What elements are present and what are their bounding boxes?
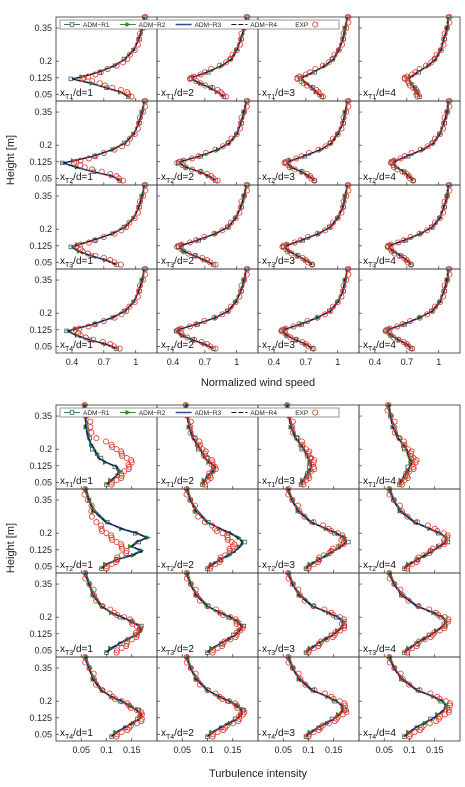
ytick-label: 0.2: [39, 444, 52, 455]
series-adm-r2: [188, 657, 241, 737]
panel-r1-c4: [359, 14, 460, 101]
panel-label: $x_{T1}/d=1$: [60, 88, 93, 101]
panel-frame: [258, 573, 359, 657]
xtick-label: 0.7: [299, 357, 313, 367]
series-adm-r1: [83, 489, 147, 569]
ytick-label: 0.125: [29, 240, 52, 251]
y-axis-label: Height [m]: [5, 522, 17, 574]
xtick-label: 0.7: [400, 357, 414, 367]
point-exp: [412, 730, 417, 735]
legend-label: ADM−R3: [194, 21, 222, 29]
legend-label: ADM−R4: [250, 21, 277, 29]
series-adm-r4: [86, 489, 146, 569]
x-axis-label: Normalized wind speed: [200, 377, 316, 389]
series-adm-r4: [285, 185, 347, 265]
series-adm-r4: [390, 657, 445, 737]
xtick-label: 0.05: [72, 745, 91, 755]
panel-r4-c2: [157, 654, 258, 741]
ytick-label: 0.2: [39, 56, 52, 67]
panel-frame: [157, 573, 258, 657]
ytick-label: 0.2: [39, 140, 52, 151]
panel-frame: [157, 657, 258, 741]
series-adm-r3: [409, 17, 448, 97]
panel-label: $x_{T2}/d=2$: [161, 560, 194, 573]
x-axis-label: Turbulence intensity: [208, 768, 308, 780]
point-exp: [401, 439, 406, 444]
xtick-label: 0.4: [368, 357, 382, 367]
series-adm-r3: [187, 657, 242, 737]
panel-r2-c4: [359, 98, 460, 185]
series-adm-r1: [185, 573, 244, 653]
series-adm-r1: [281, 269, 347, 349]
series-adm-r1: [386, 269, 449, 349]
legend: [60, 20, 339, 29]
panel-label: $x_{T2}/d=4$: [363, 172, 396, 185]
ytick-label: 0.05: [34, 341, 52, 352]
panel-label: $x_{T3}/d=3$: [262, 644, 295, 657]
panel-label: $x_{T3}/d=2$: [161, 256, 194, 269]
ytick-label: 0.35: [34, 411, 52, 422]
series-adm-r2: [188, 573, 241, 653]
panel-r2-c2: [157, 98, 258, 185]
xtick-label: 0.15: [425, 745, 444, 755]
xtick-label: 1: [436, 357, 442, 367]
series-adm-r4: [180, 185, 246, 265]
ytick-label: 0.2: [39, 612, 52, 623]
point-exp: [89, 430, 94, 435]
panel-r2-c1: [56, 98, 157, 185]
series-adm-r4: [389, 185, 448, 265]
panel-r3-c2: [157, 570, 258, 657]
ytick-label: 0.35: [34, 275, 52, 286]
ytick-label: 0.05: [34, 173, 52, 184]
xtick-label: 1: [335, 357, 341, 367]
ytick-label: 0.35: [34, 191, 52, 202]
panel-frame: [56, 405, 157, 489]
panel-label: $x_{T4}/d=3$: [262, 340, 295, 353]
xtick-label: 0.7: [97, 357, 111, 367]
series-adm-r3: [389, 657, 446, 737]
panel-frame: [56, 657, 157, 741]
panel-label: $x_{T1}/d=3$: [262, 476, 295, 489]
xtick-label: 0.05: [173, 745, 192, 755]
panel-r4-c4: [359, 266, 460, 353]
xtick-label: 0.4: [267, 357, 281, 367]
point-exp: [299, 439, 304, 444]
series-adm-r2: [389, 185, 449, 265]
series-adm-r2: [289, 489, 345, 569]
panel-label: $x_{T1}/d=2$: [161, 88, 194, 101]
point-exp: [103, 439, 108, 444]
panel-frame: [157, 489, 258, 573]
xtick-label: 0.05: [375, 745, 394, 755]
ytick-label: 0.2: [39, 224, 52, 235]
xtick-label: 0.15: [324, 745, 343, 755]
series-adm-r1: [62, 101, 144, 181]
panel-r4-c2: [157, 266, 258, 353]
panel-label: $x_{T1}/d=1$: [60, 476, 93, 489]
panel-r4-c4: [359, 654, 460, 741]
turbulence-figure: [5, 402, 460, 780]
series-adm-r2: [290, 573, 344, 653]
panel-r3-c4: [359, 182, 460, 269]
panel-frame: [258, 489, 359, 573]
panel-label: $x_{T2}/d=4$: [363, 560, 396, 573]
ytick-label: 0.05: [34, 561, 52, 572]
ytick-label: 0.05: [34, 645, 52, 656]
panel-label: $x_{T3}/d=1$: [60, 644, 93, 657]
point-exp: [94, 520, 99, 525]
point-exp: [118, 262, 123, 267]
ytick-label: 0.2: [39, 308, 52, 319]
xtick-label: 0.15: [223, 745, 242, 755]
point-exp: [196, 514, 201, 519]
ytick-label: 0.125: [29, 156, 52, 167]
series-adm-r4: [287, 101, 347, 181]
legend: [60, 408, 339, 417]
panel-r3-c1: [56, 570, 157, 657]
panel-label: $x_{T3}/d=4$: [363, 644, 396, 657]
series-adm-r4: [73, 185, 145, 265]
xtick-label: 0.1: [403, 745, 416, 755]
panel-r4-c1: [56, 266, 157, 353]
point-exp: [94, 436, 99, 441]
panel-label: $x_{T4}/d=3$: [262, 728, 295, 741]
xtick-label: 0.1: [100, 745, 113, 755]
legend-label: EXP: [295, 409, 309, 417]
series-adm-r4: [394, 101, 449, 181]
xtick-label: 0.4: [166, 357, 180, 367]
ytick-label: 0.2: [39, 528, 52, 539]
wind-speed-figure: [5, 14, 460, 389]
panel-label: $x_{T1}/d=4$: [363, 88, 396, 101]
ytick-label: 0.35: [34, 23, 52, 34]
panel-r3-c4: [359, 570, 460, 657]
ytick-label: 0.2: [39, 696, 52, 707]
xtick-label: 1: [234, 357, 240, 367]
xtick-label: 0.7: [198, 357, 212, 367]
series-adm-r4: [68, 269, 144, 349]
legend-label: ADM−R2: [138, 21, 166, 29]
ytick-label: 0.125: [29, 324, 52, 335]
panel-r2-c3: [258, 98, 359, 185]
series-adm-r3: [177, 269, 246, 349]
series-adm-r3: [187, 573, 242, 653]
panel-label: $x_{T3}/d=2$: [161, 644, 194, 657]
series-adm-r4: [178, 269, 246, 349]
panel-r3-c3: [258, 182, 359, 269]
y-axis-label: Height [m]: [5, 134, 17, 186]
point-exp: [89, 514, 94, 519]
series-adm-r4: [410, 17, 449, 97]
series-adm-r2: [409, 17, 449, 97]
legend-label: ADM−R1: [83, 21, 110, 29]
point-exp: [197, 439, 202, 444]
panel-label: $x_{T2}/d=1$: [60, 172, 93, 185]
panel-label: $x_{T3}/d=3$: [262, 256, 295, 269]
ytick-label: 0.05: [34, 729, 52, 740]
series-adm-r1: [286, 489, 348, 569]
panel-r2-c4: [359, 486, 460, 573]
legend-marker-r1: [70, 23, 74, 27]
panel-label: $x_{T4}/d=1$: [60, 340, 93, 353]
panel-frame: [258, 657, 359, 741]
panel-r3-c1: [56, 182, 157, 269]
ytick-label: 0.125: [29, 544, 52, 555]
ytick-label: 0.35: [34, 579, 52, 590]
panel-label: $x_{T4}/d=4$: [363, 340, 396, 353]
ytick-label: 0.05: [34, 257, 52, 268]
ytick-label: 0.125: [29, 460, 52, 471]
series-adm-r2: [393, 101, 449, 181]
series-adm-r1: [392, 101, 449, 181]
legend-label: ADM−R1: [83, 409, 110, 417]
panel-label: $x_{T3}/d=1$: [60, 256, 93, 269]
series-adm-r4: [188, 489, 242, 569]
series-adm-r2: [179, 185, 247, 265]
legend-label: EXP: [295, 21, 309, 29]
legend-marker-r1: [70, 411, 74, 415]
point-exp: [88, 419, 93, 424]
point-exp: [98, 523, 103, 528]
series-adm-r3: [393, 101, 448, 181]
legend-label: ADM−R2: [138, 409, 166, 417]
xtick-label: 0.05: [274, 745, 293, 755]
panel-frame: [56, 573, 157, 657]
panel-r3-c3: [258, 570, 359, 657]
legend-label: ADM−R3: [194, 409, 222, 417]
panel-label: $x_{T2}/d=3$: [262, 560, 295, 573]
ytick-label: 0.35: [34, 663, 52, 674]
panel-r2-c2: [157, 486, 258, 573]
panel-label: $x_{T4}/d=2$: [161, 728, 194, 741]
panel-label: $x_{T2}/d=2$: [161, 172, 194, 185]
panel-r4-c3: [258, 266, 359, 353]
panel-r3-c2: [157, 182, 258, 269]
xtick-label: 0.1: [201, 745, 214, 755]
panel-label: $x_{T1}/d=3$: [262, 88, 295, 101]
panel-label: $x_{T1}/d=2$: [161, 476, 194, 489]
panel-label: $x_{T3}/d=4$: [363, 256, 396, 269]
panel-label: $x_{T4}/d=4$: [363, 728, 396, 741]
panel-r4-c1: [56, 654, 157, 741]
panel-label: $x_{T2}/d=1$: [60, 560, 93, 573]
series-adm-r3: [85, 489, 147, 569]
ytick-label: 0.35: [34, 107, 52, 118]
series-adm-r2: [177, 269, 247, 349]
panel-label: $x_{T4}/d=1$: [60, 728, 93, 741]
ytick-label: 0.35: [34, 495, 52, 506]
ytick-label: 0.05: [34, 89, 52, 100]
xtick-label: 0.4: [65, 357, 79, 367]
ytick-label: 0.125: [29, 712, 52, 723]
ytick-label: 0.125: [29, 628, 52, 639]
ytick-label: 0.05: [34, 477, 52, 488]
series-adm-r2: [87, 489, 148, 569]
series-adm-r2: [283, 269, 348, 349]
series-adm-r3: [282, 269, 347, 349]
series-adm-r3: [389, 185, 449, 265]
ytick-label: 0.125: [29, 72, 52, 83]
panel-r1-c4: [359, 402, 460, 489]
panel-r2-c1: [56, 486, 157, 573]
panel-label: $x_{T2}/d=3$: [262, 172, 295, 185]
series-adm-r3: [287, 101, 348, 181]
panel-r4-c3: [258, 654, 359, 741]
series-adm-r4: [188, 657, 242, 737]
legend-label: ADM−R4: [250, 409, 277, 417]
panel-r2-c3: [258, 486, 359, 573]
panel-label: $x_{T4}/d=2$: [161, 340, 194, 353]
series-adm-r1: [408, 17, 449, 97]
panel-label: $x_{T1}/d=4$: [363, 476, 396, 489]
xtick-label: 0.15: [122, 745, 141, 755]
point-exp: [220, 531, 225, 536]
series-adm-r3: [179, 185, 246, 265]
xtick-label: 0.1: [302, 745, 315, 755]
xtick-label: 1: [133, 357, 139, 367]
